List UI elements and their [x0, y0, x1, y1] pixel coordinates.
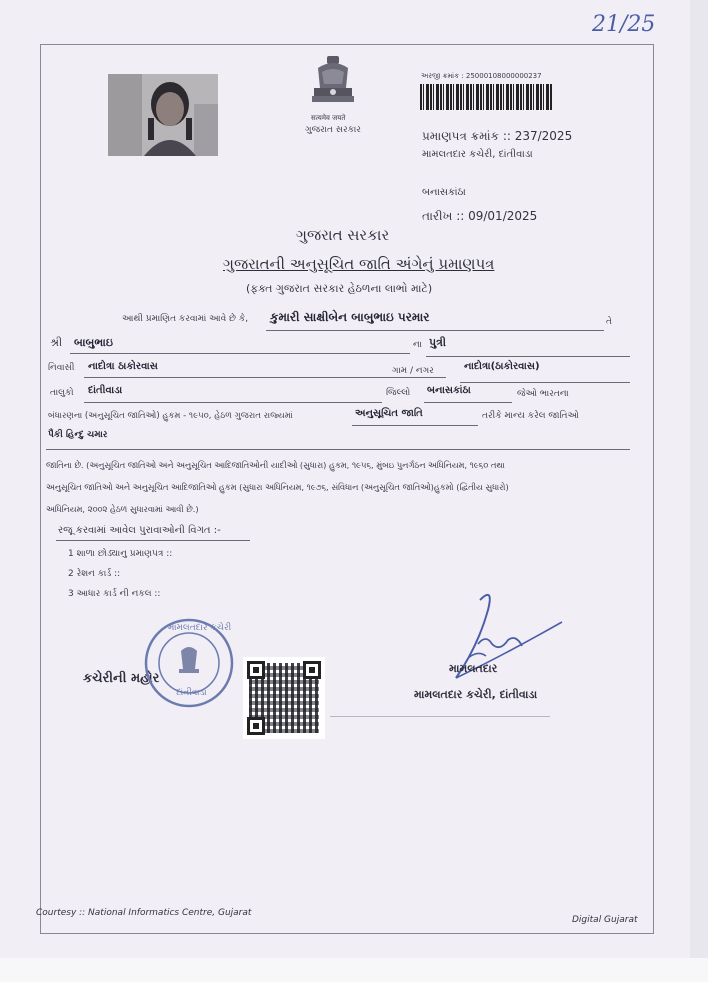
residence-value: નાદોત્રા ઠાકોરવાસ — [88, 361, 158, 372]
scan-bottom — [0, 958, 708, 982]
district-value: બનાસકાંઠા — [427, 385, 471, 396]
taluka-label: તાલુકો — [50, 388, 74, 398]
paragraph-line-3: અધિનિયમ, ૨૦૦૨ હેઠળ સુધારવામાં આવી છે.) — [46, 504, 199, 514]
government-title: ગુજરાત સરકાર — [296, 226, 390, 244]
certificate-title: ગુજરાતની અનુસૂચિત જાતિ અંગેનું પ્રમાણપત્ર — [223, 255, 495, 273]
seal-top-text: મામલતદાર કચેરી — [168, 623, 232, 633]
evidence-underline — [56, 540, 250, 541]
caste-underline — [46, 449, 630, 450]
residence-label: નિવાસી — [48, 363, 75, 373]
certificate-number: પ્રમાણપત્ર ક્રમાંક :: 237/2025 — [422, 129, 573, 143]
emblem-motto: सत्यमेव जयते — [311, 114, 346, 122]
taluka-value: દાંતીવાડા — [88, 385, 123, 396]
relation-value: પુત્રી — [429, 336, 447, 349]
na-label: ના — [413, 340, 422, 350]
evidence-item-2: 2 રેશન કાર્ડ :: — [68, 569, 121, 579]
applicant-name: કુમારી સાક્ષીબેન બાબુભાઇ પરમાર — [270, 310, 430, 324]
handwritten-number: 21/25 — [592, 12, 656, 37]
district-underline — [424, 402, 512, 403]
relation-underline — [426, 356, 630, 357]
residence-underline — [84, 377, 446, 378]
bharat-text: જેઓ ભારતના — [517, 389, 569, 399]
district-line: બનાસકાંઠા — [422, 187, 466, 198]
qr-code — [243, 657, 325, 739]
scan-edge — [690, 0, 708, 982]
certificate-subtitle: (ફક્ત ગુજરાત સરકાર હેઠળના લાભો માટે) — [246, 282, 433, 295]
category-underline — [352, 425, 478, 426]
seal-emblem-icon — [181, 647, 197, 669]
name-underline — [266, 330, 604, 331]
village-label: ગામ / નગર — [392, 366, 434, 376]
evidence-heading: રજૂ કરવામાં આવેલ પુરાવાઓની વિગત :- — [58, 525, 221, 536]
paragraph-line-1: જાતિના છે. (અનુસૂચિત જાતિઓ અને અનુસૂચિત આદિજાતિઓની યાદીઓ (સુધારા) હુકમ, ૧૯૫૬, મુંબઇ પુનર્ગઠન અધિનિયમ, ૧૯૬૦ તથા — [46, 460, 505, 470]
recognized-text: તરીકે માન્ય કરેલ જાતિઓ — [482, 411, 579, 421]
barcode — [420, 84, 552, 110]
constitution-text: બંધારણના (અનુસૂચિત જાતિઓ) હુકમ - ૧૯૫૦, હેઠળ ગુજરાત રાજ્યમાં — [48, 411, 293, 421]
emblem-label: ગુજરાત સરકાર — [305, 125, 361, 135]
te-suffix: તે — [606, 317, 612, 327]
evidence-item-1: 1 શાળા છોડ્યાનુ પ્રમાણપત્ર :: — [68, 549, 173, 559]
intro-text: આથી પ્રમાણિત કરવામાં આવે છે કે, — [122, 314, 249, 324]
seal-bottom-text: દાંતીવાડા — [176, 688, 207, 698]
office-line: મામલતદાર કચેરી, દાંતીવાડા — [422, 149, 533, 160]
caste-category: અનુસૂચિત જાતિ — [355, 408, 423, 419]
applicant-photo — [108, 74, 218, 156]
shri-prefix: શ્રી — [50, 336, 63, 349]
caste-value: પૈકી હિન્દુ ચમાર — [48, 430, 108, 440]
fold-line — [330, 716, 550, 717]
evidence-item-3: 3 આધાર કાર્ડ ની નકલ :: — [68, 589, 161, 599]
ashoka-emblem-icon — [300, 54, 366, 114]
signature-title: મામલતદાર — [449, 662, 498, 675]
village-value: નાદોત્રા(ઠાકોરવાસ) — [464, 361, 540, 372]
government-emblem — [300, 54, 366, 118]
signature-office: મામલતદાર કચેરી, દાંતીવાડા — [414, 688, 538, 701]
barcode-text: અરજી ક્રમાંક : 25000108000000237 — [421, 72, 542, 80]
footer-courtesy: Courtesy :: National Informatics Centre, Gujarat — [36, 908, 252, 918]
father-underline — [70, 353, 410, 354]
issue-date: તારીખ :: 09/01/2025 — [422, 209, 538, 223]
stamp-label: કચેરીની મહોર — [83, 671, 160, 686]
footer-digital-gujarat: Digital Gujarat — [572, 915, 638, 925]
taluka-underline — [84, 402, 382, 403]
father-name: બાબુભાઇ — [74, 336, 113, 349]
district-label: જિલ્લો — [386, 388, 411, 398]
paragraph-line-2: અનુસૂચિત જાતિઓ અને અનુસૂચિત આદિજાતિઓ હુકમ (સુધારા અધિનિયમ, ૧૯૭૬, સંવિધાન (અનુસૂચિત જાતિઓ)હુકમો (દ્વિતીય સુધારો) — [46, 482, 509, 492]
village-underline — [460, 382, 630, 383]
